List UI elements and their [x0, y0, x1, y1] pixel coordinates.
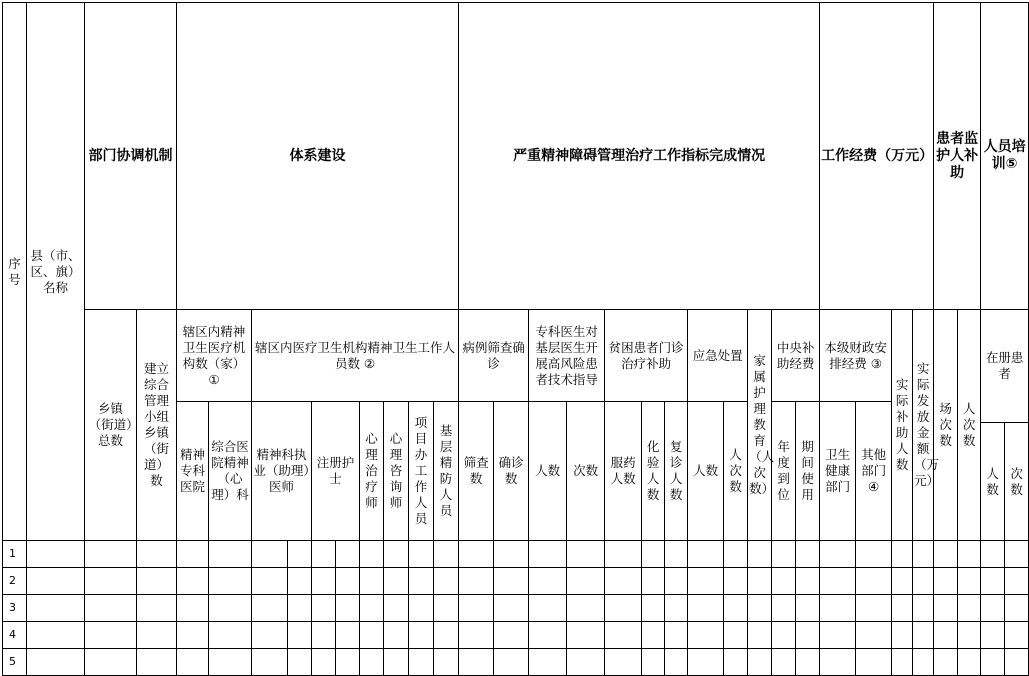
data-cell[interactable] — [642, 568, 665, 595]
data-cell[interactable] — [252, 568, 288, 595]
med-people-header: 服药人数 — [605, 402, 642, 541]
data-cell[interactable] — [748, 649, 772, 676]
indicators-header: 严重精神障碍管理治疗工作指标完成情况 — [459, 3, 820, 310]
data-cell[interactable] — [177, 595, 209, 622]
emergency-person-header: 人数 — [688, 402, 724, 541]
data-cell[interactable] — [529, 622, 567, 649]
counselor-header: 心理咨询师 — [384, 402, 409, 541]
data-cell[interactable] — [913, 595, 934, 622]
period-use-header: 期间使用 — [796, 402, 820, 541]
data-cell[interactable] — [336, 622, 360, 649]
data-cell[interactable] — [856, 649, 892, 676]
data-cell[interactable] — [796, 622, 820, 649]
psychiatrist-header: 精神科执业（助理）医师 — [252, 402, 312, 541]
data-cell[interactable] — [820, 622, 856, 649]
data-cell[interactable] — [434, 649, 459, 676]
data-cell[interactable] — [724, 649, 748, 676]
data-cell[interactable] — [360, 568, 384, 595]
data-cell[interactable] — [724, 622, 748, 649]
data-cell[interactable] — [958, 595, 981, 622]
funding-header: 工作经费（万元） — [820, 3, 934, 310]
data-cell[interactable] — [288, 622, 312, 649]
data-cell[interactable] — [494, 595, 529, 622]
data-cell[interactable] — [409, 649, 434, 676]
data-cell[interactable] — [459, 568, 494, 595]
nurse-header: 注册护士 — [312, 402, 360, 541]
data-cell[interactable] — [567, 541, 605, 568]
data-cell[interactable] — [796, 595, 820, 622]
data-cell[interactable] — [494, 568, 529, 595]
guardian-header: 患者监护人补助 — [934, 3, 981, 310]
data-cell[interactable] — [384, 649, 409, 676]
data-cell[interactable] — [209, 595, 252, 622]
data-cell[interactable] — [958, 649, 981, 676]
data-cell[interactable] — [665, 568, 688, 595]
data-cell[interactable] — [459, 541, 494, 568]
data-cell[interactable] — [1005, 649, 1029, 676]
data-cell[interactable] — [1005, 622, 1029, 649]
data-cell[interactable] — [27, 568, 85, 595]
inst-count-header: 辖区内精神卫生医疗机构数（家）① — [177, 310, 252, 402]
row-number: 4 — [3, 622, 27, 649]
data-cell[interactable] — [665, 541, 688, 568]
serial-header: 序号 — [3, 3, 27, 541]
row-number: 1 — [3, 541, 27, 568]
data-cell[interactable] — [748, 568, 772, 595]
grassroots-header: 基层精防人员 — [434, 402, 459, 541]
data-cell[interactable] — [312, 541, 336, 568]
data-cell[interactable] — [459, 649, 494, 676]
data-cell[interactable] — [459, 622, 494, 649]
data-cell[interactable] — [288, 649, 312, 676]
town-group-header: 建立综合管理小组乡镇（街道）数 — [137, 310, 177, 541]
data-cell[interactable] — [209, 649, 252, 676]
data-cell[interactable] — [252, 649, 288, 676]
data-cell[interactable] — [312, 622, 336, 649]
data-cell[interactable] — [494, 649, 529, 676]
data-cell[interactable] — [892, 568, 913, 595]
actual-amount-header: 实际发放金额（万元） — [913, 310, 934, 541]
data-cell[interactable] — [688, 568, 724, 595]
data-cell[interactable] — [605, 622, 642, 649]
screening-header: 病例筛查确诊 — [459, 310, 529, 402]
data-cell[interactable] — [494, 541, 529, 568]
data-cell[interactable] — [934, 595, 958, 622]
data-cell[interactable] — [27, 595, 85, 622]
data-cell[interactable] — [209, 541, 252, 568]
specialist-times-header: 次数 — [567, 402, 605, 541]
data-cell[interactable] — [934, 541, 958, 568]
data-cell[interactable] — [360, 595, 384, 622]
data-cell[interactable] — [209, 622, 252, 649]
data-cell[interactable] — [665, 649, 688, 676]
data-cell[interactable] — [336, 568, 360, 595]
data-cell[interactable] — [409, 622, 434, 649]
data-cell[interactable] — [384, 568, 409, 595]
data-cell[interactable] — [820, 595, 856, 622]
data-cell[interactable] — [177, 541, 209, 568]
data-cell[interactable] — [820, 568, 856, 595]
data-cell[interactable] — [820, 541, 856, 568]
data-cell[interactable] — [27, 649, 85, 676]
data-cell[interactable] — [934, 568, 958, 595]
data-cell[interactable] — [567, 649, 605, 676]
data-cell[interactable] — [981, 622, 1005, 649]
data-cell[interactable] — [772, 649, 796, 676]
specialist-people-header: 人数 — [529, 402, 567, 541]
data-cell[interactable] — [434, 541, 459, 568]
data-cell[interactable] — [288, 595, 312, 622]
row-number: 2 — [3, 568, 27, 595]
data-cell[interactable] — [384, 622, 409, 649]
data-cell[interactable] — [772, 568, 796, 595]
data-cell[interactable] — [958, 568, 981, 595]
data-cell[interactable] — [494, 622, 529, 649]
data-cell[interactable] — [434, 622, 459, 649]
reg-people-header: 人数 — [981, 423, 1005, 541]
data-cell[interactable] — [567, 568, 605, 595]
data-cell[interactable] — [1005, 595, 1029, 622]
town-total-header: 乡镇（街道）总数 — [85, 310, 137, 541]
data-cell[interactable] — [137, 541, 177, 568]
data-cell[interactable] — [820, 649, 856, 676]
registered-header: 在册患者 — [981, 310, 1029, 423]
staff-count-header: 辖区内医疗卫生机构精神卫生工作人员数 ② — [252, 310, 459, 402]
actual-people-header: 实际补助人数 — [892, 310, 913, 541]
data-cell[interactable] — [137, 595, 177, 622]
data-cell[interactable] — [688, 649, 724, 676]
data-cell[interactable] — [748, 541, 772, 568]
data-cell[interactable] — [288, 541, 312, 568]
revisit-people-header: 复诊人数 — [665, 402, 688, 541]
data-cell[interactable] — [913, 541, 934, 568]
data-cell[interactable] — [605, 595, 642, 622]
data-cell[interactable] — [252, 622, 288, 649]
data-cell[interactable] — [892, 622, 913, 649]
therapist-header: 心理治疗师 — [360, 402, 384, 541]
data-cell[interactable] — [1005, 541, 1029, 568]
data-cell[interactable] — [688, 541, 724, 568]
data-cell[interactable] — [529, 649, 567, 676]
data-cell[interactable] — [934, 622, 958, 649]
health-dept-header: 卫生健康部门 — [820, 402, 856, 541]
data-cell[interactable] — [459, 595, 494, 622]
data-cell[interactable] — [252, 595, 288, 622]
confirm-count-header: 确诊数 — [494, 402, 529, 541]
data-cell[interactable] — [913, 649, 934, 676]
data-cell[interactable] — [384, 595, 409, 622]
data-cell[interactable] — [137, 622, 177, 649]
dept-coord-header: 部门协调机制 — [85, 3, 177, 310]
psy-hosp-header: 精神专科医院 — [177, 402, 209, 541]
reg-times-header: 次数 — [1005, 423, 1029, 541]
data-cell[interactable] — [85, 541, 137, 568]
table-row — [3, 568, 1029, 595]
system-header: 体系建设 — [177, 3, 459, 310]
data-cell[interactable] — [177, 568, 209, 595]
central-header: 中央补助经费 — [772, 310, 820, 402]
other-dept-header: 其他部门④ — [856, 402, 892, 541]
data-cell[interactable] — [360, 541, 384, 568]
data-cell[interactable] — [772, 595, 796, 622]
data-cell[interactable] — [665, 622, 688, 649]
data-cell[interactable] — [27, 622, 85, 649]
attendees-header: 人次数 — [958, 310, 981, 541]
data-cell[interactable] — [529, 568, 567, 595]
data-cell[interactable] — [856, 541, 892, 568]
data-cell[interactable] — [934, 649, 958, 676]
data-cell[interactable] — [724, 595, 748, 622]
specialist-header: 专科医生对基层医生开展高风险患者技术指导 — [529, 310, 605, 402]
training-header: 人员培训⑤ — [981, 3, 1029, 310]
data-cell[interactable] — [336, 541, 360, 568]
data-cell[interactable] — [360, 622, 384, 649]
row-number: 5 — [3, 649, 27, 676]
data-cell[interactable] — [981, 649, 1005, 676]
data-cell[interactable] — [796, 541, 820, 568]
data-cell[interactable] — [688, 622, 724, 649]
data-cell[interactable] — [665, 595, 688, 622]
data-cell[interactable] — [981, 595, 1005, 622]
data-cell[interactable] — [981, 568, 1005, 595]
data-cell[interactable] — [336, 595, 360, 622]
data-cell[interactable] — [724, 541, 748, 568]
data-cell[interactable] — [529, 541, 567, 568]
table-row — [3, 649, 1029, 676]
data-cell[interactable] — [1005, 568, 1029, 595]
data-cell[interactable] — [409, 568, 434, 595]
data-cell[interactable] — [856, 595, 892, 622]
lab-people-header: 化验人数 — [642, 402, 665, 541]
statistics-table — [2, 2, 1029, 676]
poverty-header: 贫困患者门诊治疗补助 — [605, 310, 688, 402]
data-cell[interactable] — [958, 541, 981, 568]
data-cell[interactable] — [796, 568, 820, 595]
county-header: 县（市、区、旗）名称 — [27, 3, 85, 541]
data-cell[interactable] — [567, 595, 605, 622]
data-cell[interactable] — [85, 595, 137, 622]
table-row — [3, 595, 1029, 622]
data-cell[interactable] — [209, 568, 252, 595]
year-arrive-header: 年度到位 — [772, 402, 796, 541]
data-cell[interactable] — [434, 568, 459, 595]
data-cell[interactable] — [85, 649, 137, 676]
data-cell[interactable] — [605, 649, 642, 676]
data-cell[interactable] — [856, 568, 892, 595]
project-staff-header: 项目办工作人员 — [409, 402, 434, 541]
data-cell[interactable] — [958, 622, 981, 649]
emergency-times-header: 人次数 — [724, 402, 748, 541]
data-cell[interactable] — [772, 622, 796, 649]
data-cell[interactable] — [688, 595, 724, 622]
data-cell[interactable] — [288, 568, 312, 595]
data-cell[interactable] — [605, 541, 642, 568]
local-header: 本级财政安排经费 ③ — [820, 310, 892, 402]
data-cell[interactable] — [772, 541, 796, 568]
data-cell[interactable] — [748, 595, 772, 622]
sessions-header: 场次数 — [934, 310, 958, 541]
data-cell[interactable] — [312, 568, 336, 595]
data-cell[interactable] — [27, 541, 85, 568]
data-cell[interactable] — [85, 568, 137, 595]
data-cell[interactable] — [252, 541, 288, 568]
gen-hosp-header: 综合医院精神（心理）科 — [209, 402, 252, 541]
data-cell[interactable] — [384, 541, 409, 568]
data-cell[interactable] — [892, 595, 913, 622]
data-cell[interactable] — [336, 649, 360, 676]
data-cell[interactable] — [642, 595, 665, 622]
data-cell[interactable] — [529, 595, 567, 622]
data-cell[interactable] — [642, 649, 665, 676]
data-cell[interactable] — [642, 541, 665, 568]
data-cell[interactable] — [137, 649, 177, 676]
data-cell[interactable] — [856, 622, 892, 649]
data-cell[interactable] — [360, 649, 384, 676]
table-row — [3, 622, 1029, 649]
data-cell[interactable] — [409, 595, 434, 622]
data-cell[interactable] — [177, 649, 209, 676]
data-cell[interactable] — [177, 622, 209, 649]
data-cell[interactable] — [748, 622, 772, 649]
emergency-header: 应急处置 — [688, 310, 748, 402]
data-cell[interactable] — [312, 595, 336, 622]
family-header: 家属护理教育（人次数） — [748, 310, 772, 541]
data-cell[interactable] — [913, 622, 934, 649]
screen-count-header: 筛查数 — [459, 402, 494, 541]
data-cell[interactable] — [642, 622, 665, 649]
table-row — [3, 541, 1029, 568]
data-cell[interactable] — [913, 568, 934, 595]
row-number: 3 — [3, 595, 27, 622]
data-cell[interactable] — [137, 568, 177, 595]
data-cell[interactable] — [605, 568, 642, 595]
data-cell[interactable] — [892, 541, 913, 568]
data-cell[interactable] — [892, 649, 913, 676]
data-cell[interactable] — [567, 622, 605, 649]
data-cell[interactable] — [85, 622, 137, 649]
data-cell[interactable] — [312, 649, 336, 676]
data-cell[interactable] — [981, 541, 1005, 568]
data-cell[interactable] — [796, 649, 820, 676]
data-cell[interactable] — [409, 541, 434, 568]
data-cell[interactable] — [434, 595, 459, 622]
data-cell[interactable] — [724, 568, 748, 595]
